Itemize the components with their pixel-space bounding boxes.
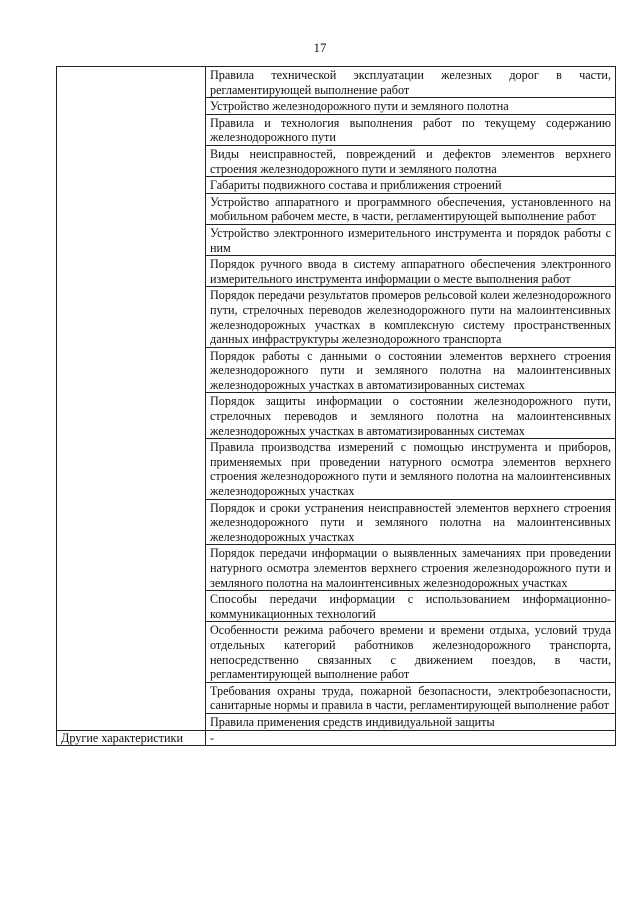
table-cell: Порядок передачи информации о выявленных замечаниях при проведении натурного осмотра элементов верхнего строения железнодорожного пути и земляного полотна на малоинтенсивных железнодорожных участках xyxy=(206,545,616,591)
table-cell: Правила технической эксплуатации железных дорог в части, регламентирующей выполнение работ xyxy=(206,67,616,98)
table-cell: Особенности режима рабочего времени и времени отдыха, условий труда отдельных категорий работников железнодорожного транспорта, непосредственно связанных с движением поездов, в части, регламентирующей выполнение работ xyxy=(206,622,616,682)
table-cell: Требования охраны труда, пожарной безопасности, электробезопасности, санитарные нормы и правила в части, регламентирующей выполнение работ xyxy=(206,682,616,713)
requirements-table xyxy=(56,66,616,746)
table-cell: Порядок работы с данными о состоянии элементов верхнего строения железнодорожного пути и земляного полотна на малоинтенсивных железнодорожных участках в автоматизированных системах xyxy=(206,347,616,393)
page-number: 17 xyxy=(313,40,327,55)
table-cell: Правила и технология выполнения работ по текущему содержанию железнодорожного пути xyxy=(206,114,616,145)
table-cell: Устройство железнодорожного пути и земляного полотна xyxy=(206,98,616,115)
requirements-table-body xyxy=(57,67,616,746)
knowledge-label-cell xyxy=(57,67,206,731)
other-characteristics-row xyxy=(57,730,616,746)
table-cell: Порядок и сроки устранения неисправностей элементов верхнего строения железнодорожного пути и земляного полотна на малоинтенсивных железнодорожных участках xyxy=(206,499,616,545)
table-cell: Порядок передачи результатов промеров рельсовой колеи железнодорожного пути, стрелочных переводов железнодорожного пути на малоинтенсивных железнодорожных участках в комплексную систему пространственных данных инфраструктуры железнодорожного транспорта xyxy=(206,287,616,347)
table-cell: Габариты подвижного состава и приближения строений xyxy=(206,177,616,194)
table-cell: Порядок защиты информации о состоянии железнодорожного пути, стрелочных переводов и земляного полотна на малоинтенсивных железнодорожных участках в автоматизированных системах xyxy=(206,393,616,439)
other-characteristics-label: Другие характеристики xyxy=(57,730,206,746)
table-cell: Способы передачи информации с использованием информационно-коммуникационных технологий xyxy=(206,591,616,622)
table-row xyxy=(57,67,616,98)
table-cell: Устройство электронного измерительного инструмента и порядок работы с ним xyxy=(206,224,616,255)
table-cell: Правила производства измерений с помощью инструмента и приборов, применяемых при проведении натурного осмотра элементов верхнего строения железнодорожного пути и земляного полотна на малоинтенсивных железнодорожных участках xyxy=(206,439,616,499)
table-cell: Виды неисправностей, повреждений и дефектов элементов верхнего строения железнодорожного пути и земляного полотна xyxy=(206,145,616,176)
other-characteristics-value: - xyxy=(206,730,616,746)
table-cell: Порядок ручного ввода в систему аппаратного обеспечения электронного измерительного инструмента информации о месте выполнения работ xyxy=(206,256,616,287)
table-cell: Правила применения средств индивидуальной защиты xyxy=(206,713,616,730)
table-cell: Устройство аппаратного и программного обеспечения, установленного на мобильном рабочем месте, в части, регламентирующей выполнение работ xyxy=(206,193,616,224)
